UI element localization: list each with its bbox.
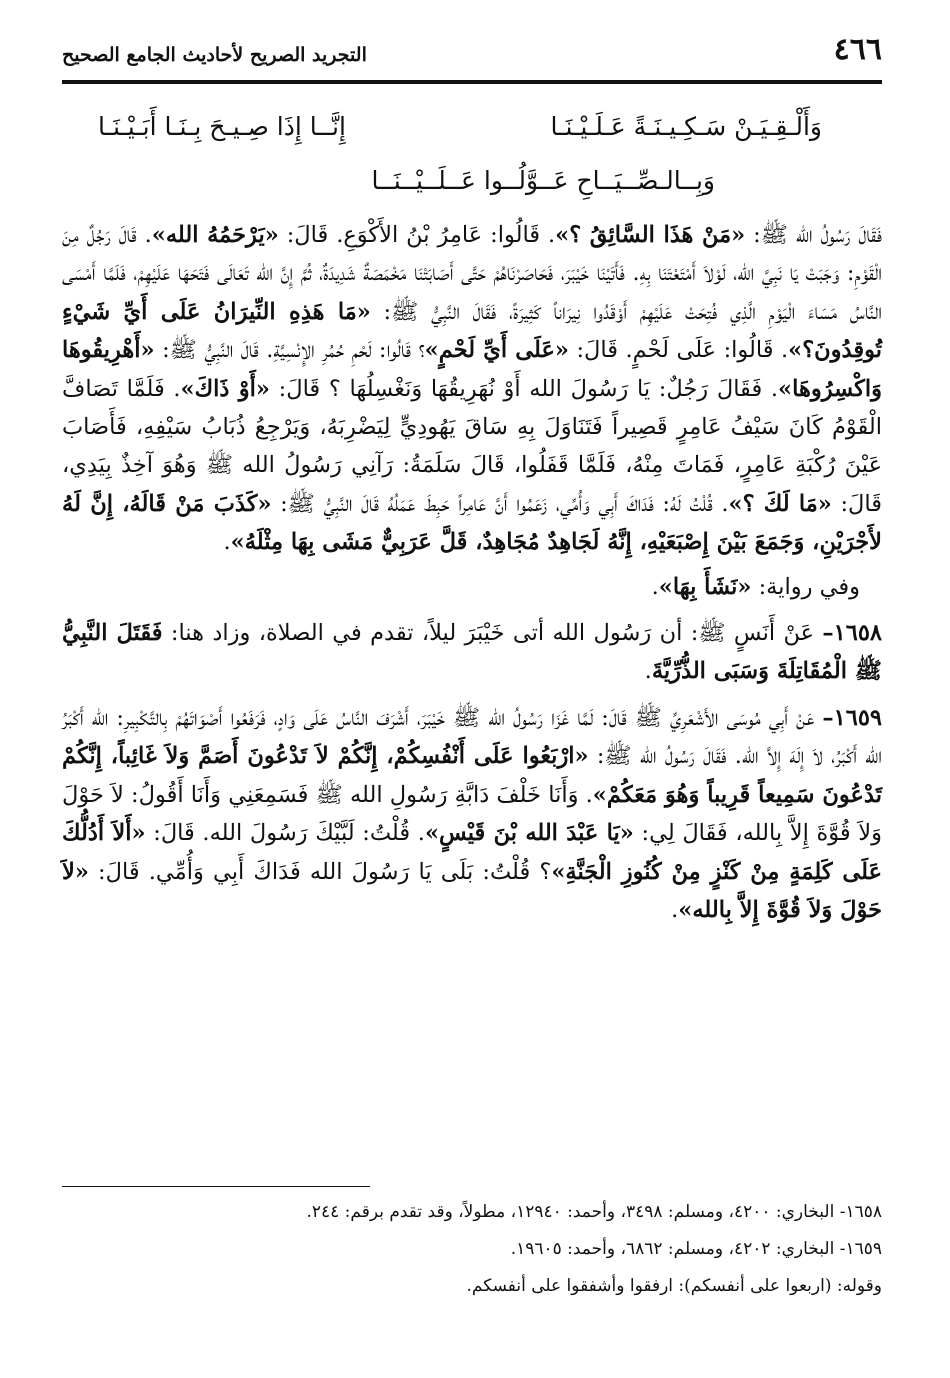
text-run: عَنْ أَبِي مُوسَى الأَشْعَرِيِّ ﷺ قَالَ: لَمَّا غَزَا رَسُولُ الله ﷺ خَيْبَرَ، أَشْرَفَ النَّاسُ عَلَى وَادٍ، فَرَفَعُوا أَصْوَاتَهُمْ بِالتَّكْبِيرِ: الله أَكْبَرُ الله أَكْبَرُ، لاَ إِلَهَ إِلاَّ الله. فَقَالَ رَسُولُ الله ﷺ: <box>62 704 882 770</box>
hadith-number: ١٦٥٩– <box>822 704 882 731</box>
text-run: . <box>223 529 231 556</box>
prophet-quote: «لاَ حَوْلَ وَلاَ قُوَّةَ إِلاَّ بِالله» <box>62 858 882 923</box>
riwaya-note <box>62 568 882 606</box>
header-rule <box>62 80 882 84</box>
prophet-quote: فَقَتَلَ النَّبِيُّ ﷺ الْمُقَاتِلَةَ وَسَبَى الذُّرِّيَّةَ <box>62 620 882 685</box>
hadith-1658 <box>62 614 882 691</box>
footnote-1659: ١٦٥٩- البخاري: ٤٢٠٢، ومسلم: ٦٨٦٢، وأحمد: ١٩٦٠٥. <box>510 1239 882 1259</box>
poem-verses <box>0 108 950 204</box>
footnote-separator <box>62 1186 370 1187</box>
page-header <box>62 32 882 76</box>
text-run: . فَلَمَّا تَصَافَّ الْقَوْمُ كَانَ سَيْفُ عَامِرٍ قَصِيراً فَتَنَاوَلَ بِهِ سَاقَ يَهُودِيٍّ لِيَضْرِبَهُ، وَيَرْجِعُ ذُبَابُ سَيْفِهِ، فَأَصَابَ عَيْنَ رُكْبَةِ عَامِرٍ، فَمَاتَ مِنْهُ، فَلَمَّا قَفَلُوا، قَالَ سَلَمَةُ: رَآنِي رَسُولُ الله ﷺ وَهُوَ آخِذٌ بِيَدِي، قَالَ: <box>62 375 882 517</box>
page-number: ٤٦٦ <box>833 32 882 67</box>
prophet-quote: «مَنْ هَذَا السَّائِقُ ؟» <box>555 222 746 248</box>
prophet-quote: «كَذَبَ مَنْ قَالَهُ، إِنَّ لَهُ لأَجْرَيْنِ، وَجَمَعَ بَيْنَ إِصْبَعَيْهِ، إِنَّهُ لَجَاهِدٌ مُجَاهِدٌ، قَلَّ عَرَبِيٌّ مَشَى بِهَا مِثْلَهُ» <box>62 490 882 556</box>
text-run: : أن رَسُول الله أتى خَيْبَرَ ليلاً، تقدم في الصلاة، وزاد هنا: <box>162 620 699 647</box>
prophet-quote: «يَرْحَمُهُ الله» <box>151 222 279 248</box>
hadith-1657-continuation <box>62 216 882 562</box>
narrator: عَنْ أَنَسٍ ﷺ <box>698 620 823 647</box>
prophet-quote: «مَا لَكَ ؟» <box>728 490 832 517</box>
prophet-quote: «ارْبَعُوا عَلَى أَنْفُسِكُمْ، إِنَّكُمْ لاَ تَدْعُونَ أَصَمَّ وَلاَ غَائِباً، إِنَّكُمْ تَدْعُونَ سَمِيعاً قَرِيباً وَهُوَ مَعَكُمْ» <box>62 743 883 808</box>
text-run: . قَالَ رَجُلٌ مِنَ الْقَوْمِ: وَجَبَتْ يَا نَبِيَّ الله، لَوْلاَ أَمْتَعْتَنَا بِهِ. فَأَتَيْنَا خَيْبَرَ، فَحَاصَرْنَاهُمْ حَتَّى أَصَابَتْنَا مَخْمَصَةٌ شَدِيدَةٌ، ثُمَّ إِنَّ الله تَعَالَى فَتَحَهَا عَلَيْهِمْ، فَلَمَّا أَمْسَى النَّاسُ مَسَاءَ الْيَوْمِ الَّذِي فُتِحَتْ عَلَيْهِمْ أَوْقَدُوا نِيرَاناً كَثِيرَةً، فَقَالَ النَّبِيُّ ﷺ: <box>62 222 883 325</box>
prophet-quote: «أَلاَ أَدُلُّكَ عَلَى كَلِمَةٍ مِنْ كَنْزٍ مِنْ كُنُوزِ الْجَنَّةِ» <box>62 820 882 885</box>
prophet-quote: «أَهْرِيقُوهَا وَاكْسِرُوهَا» <box>62 337 883 402</box>
text-run: ؟ قَالُوا: لَحْمِ حُمُرِ الإِنْسِيَّةِ. قَالَ النَّبِيُّ ﷺ: <box>154 337 425 364</box>
paragraph-gap <box>62 606 882 614</box>
text-run: . قَالُوا: عَلَى لَحْمٍ. قَالَ: <box>568 337 789 364</box>
text-run: . <box>671 896 679 923</box>
prophet-quote: «عَلَى أَيِّ لَحْمٍ» <box>424 337 569 364</box>
text-run: فَقَالَ رَسُولُ الله ﷺ: <box>745 222 882 248</box>
text-run: . وَأَنَا خَلْفَ دَابَّةِ رَسُولِ الله ﷺ فَسَمِعَنِي وَأَنَا أَقُولُ: لاَ حَوْلَ وَلاَ قُوَّةَ إِلاَّ بِالله، فَقَالَ لِي: <box>62 781 882 847</box>
poem-line-1-left: إِنَّــا إِذَا صِـيـحَ بِـنَـا أَبَـيْـنَـا <box>98 112 346 141</box>
text-run: . قُلْتُ: لَبَّيْكَ رَسُولَ الله. قَالَ: <box>145 820 425 847</box>
poem-line-2: وَبِــالـصِّــيَــاحِ عَــوَّلُــوا عَــلَــيْــنَــا <box>371 166 715 195</box>
paragraph-gap <box>62 691 882 699</box>
text-run: ؟ قُلْتُ: بَلَى يَا رَسُولَ الله فَدَاكَ أَبِي وَأُمِّي. قَالَ: <box>88 858 552 885</box>
main-text <box>62 216 882 929</box>
footnotes <box>62 1194 882 1305</box>
prophet-quote: «مَا هَذِهِ النِّيرَانُ عَلَى أَيِّ شَيْءٍ تُوقِدُونَ؟» <box>62 298 883 364</box>
text-run: . <box>644 658 652 685</box>
text-run: . قَالُوا: عَامِرُ بْنُ الأَكْوَعِ. قَالَ: <box>278 222 556 248</box>
text-run: . فَقَالَ رَجُلٌ: يَا رَسُولَ الله أَوْ نُهَرِيقُهَا وَنَغْسِلُهَا ؟ قَالَ: <box>269 375 779 402</box>
footnote-1658: ١٦٥٨- البخاري: ٤٢٠٠، ومسلم: ٣٤٩٨، وأحمد: ١٢٩٤٠، مطولاً، وقد تقدم برقم: ٢٤٤. <box>306 1202 882 1222</box>
hadith-number: ١٦٥٨– <box>822 620 883 647</box>
text-run: . <box>651 573 659 600</box>
text-run: . قُلْتُ لَهُ: فَدَاكَ أَبِي وَأُمِّي، زَعَمُوا أَنَّ عَامِراً حَبِطَ عَمَلُهُ قَالَ النَّبِيُّ ﷺ: <box>271 490 729 517</box>
prophet-quote: «نَشَأَ بِهَا» <box>658 573 752 600</box>
book-title: التجريد الصريح لأحاديث الجامع الصحيح <box>62 44 367 66</box>
poem-line-1-right: وَأَلْـقِـيَـنْ سَـكِـيـنَـةً عَـلَـيْـنَـا <box>550 112 822 141</box>
prophet-quote: «يَا عَبْدَ الله بْنَ قَيْسٍ» <box>424 820 634 847</box>
footnote-gloss: وقوله: (اربعوا على أنفسكم): ارفقوا وأشفقوا على أنفسكم. <box>466 1276 882 1296</box>
text-run: وفي رواية: <box>751 573 860 600</box>
prophet-quote: «أَوْ ذَاكَ» <box>180 375 270 402</box>
hadith-1659 <box>62 699 882 929</box>
